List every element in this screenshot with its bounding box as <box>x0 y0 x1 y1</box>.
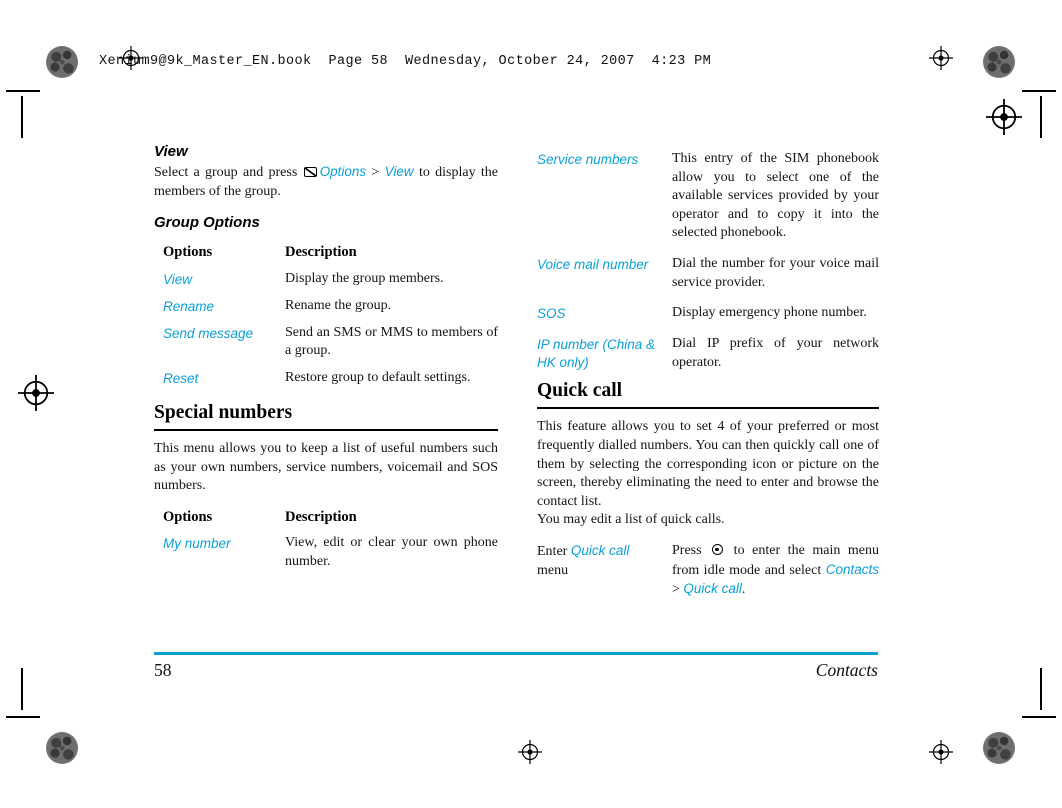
quick-call-link: Quick call <box>570 542 630 558</box>
option-name: Voice mail number <box>537 256 649 272</box>
registration-mark-icon <box>18 375 54 411</box>
special-numbers-table <box>154 508 498 572</box>
option-description: Dial the number for your voice mail service provider. <box>672 255 879 290</box>
quick-call-intro: This feature allows you to set 4 of your preferred or most frequently dialled numbers. You can then quickly call one of them by selecting the corresponding icon or picture on the screen, thereby eliminating the need to enter and browse the contact list. <box>537 419 879 509</box>
footer-section-label: Contacts <box>815 660 878 680</box>
print-header-line: Xenium9@9k_Master_EN.book Page 58 Wednesday, October 24, 2007 4:23 PM <box>99 54 712 69</box>
quick-call-heading: Quick call <box>537 380 879 409</box>
quick-call-menu-label <box>537 542 672 600</box>
left-column <box>154 142 498 572</box>
crop-mark <box>6 716 40 718</box>
view-link: View <box>384 164 414 179</box>
column-header-options: Options <box>163 508 213 525</box>
option-description: Dial IP prefix of your network operator. <box>672 336 879 370</box>
option-description: View, edit or clear your own phone number. <box>285 535 498 569</box>
option-name: My number <box>163 536 231 552</box>
group-options-subheading: Group Options <box>154 214 260 232</box>
option-name: Send message <box>163 325 254 341</box>
option-name: View <box>163 271 193 287</box>
intro-text: Select a group and press <box>154 165 303 180</box>
option-description: Restore group to default settings. <box>285 369 471 385</box>
quick-call-menu-description <box>672 542 879 600</box>
option-description: Display the group members. <box>285 270 444 286</box>
options-softkey-icon <box>304 167 317 177</box>
options-link: Options <box>319 164 367 179</box>
desc-text: Press <box>672 542 710 558</box>
quick-call-table <box>537 542 879 600</box>
quick-call-intro-2: You may edit a list of quick calls. <box>537 512 725 528</box>
desc-text-3: . <box>741 582 746 598</box>
halftone-disc-icon <box>46 732 78 764</box>
group-options-table <box>154 243 498 388</box>
option-name: Reset <box>163 370 199 386</box>
option-name: Service numbers <box>537 152 639 167</box>
label-text: Enter <box>537 543 571 559</box>
view-subheading: View <box>154 143 188 160</box>
special-numbers-intro: This menu allows you to keep a list of useful numbers such as your own numbers, service numbers, voicemail and SOS numbers. <box>154 440 498 494</box>
contacts-link: Contacts <box>825 561 879 577</box>
option-description: This entry of the SIM phonebook allow you to select one of the available services provided by your operator and to copy it into the selected phonebook. <box>672 151 879 241</box>
crop-mark <box>21 668 23 710</box>
option-description: Display emergency phone number. <box>672 305 867 321</box>
crop-mark <box>1022 90 1056 92</box>
halftone-disc-icon <box>983 732 1015 764</box>
intro-text-2: to display the members of the group. <box>154 165 498 199</box>
option-name: Rename <box>163 298 215 314</box>
page-number: 58 <box>154 660 172 680</box>
view-intro-paragraph <box>154 163 498 201</box>
registration-mark-icon <box>929 740 953 764</box>
column-header-description: Description <box>285 244 357 261</box>
crop-mark <box>1040 96 1042 138</box>
special-numbers-table-continued <box>537 150 879 372</box>
right-column <box>537 150 879 600</box>
halftone-disc-icon <box>46 46 78 78</box>
crop-mark <box>1040 668 1042 710</box>
quick-call-link: Quick call <box>683 581 742 597</box>
special-numbers-heading: Special numbers <box>154 402 498 431</box>
crop-mark <box>21 96 23 138</box>
option-description: Rename the group. <box>285 297 392 313</box>
option-name: SOS <box>537 306 566 322</box>
separator-text: > <box>672 582 684 598</box>
crop-mark <box>1022 716 1056 718</box>
column-header-description: Description <box>285 508 357 525</box>
column-header-options: Options <box>163 244 213 261</box>
desc-text-2: to enter the main menu from idle mode and select <box>672 542 879 578</box>
registration-mark-icon <box>518 740 542 764</box>
label-text-2: menu <box>537 562 569 578</box>
option-name: IP number (China & HK only) <box>537 337 656 371</box>
registration-mark-icon <box>929 46 953 70</box>
option-description: Send an SMS or MMS to members of a group. <box>285 324 498 359</box>
halftone-disc-icon <box>983 46 1015 78</box>
ok-key-icon <box>712 544 723 555</box>
crop-mark <box>6 90 40 92</box>
footer-rule <box>154 652 878 655</box>
separator-text: > <box>366 165 385 180</box>
registration-mark-icon <box>986 99 1022 135</box>
